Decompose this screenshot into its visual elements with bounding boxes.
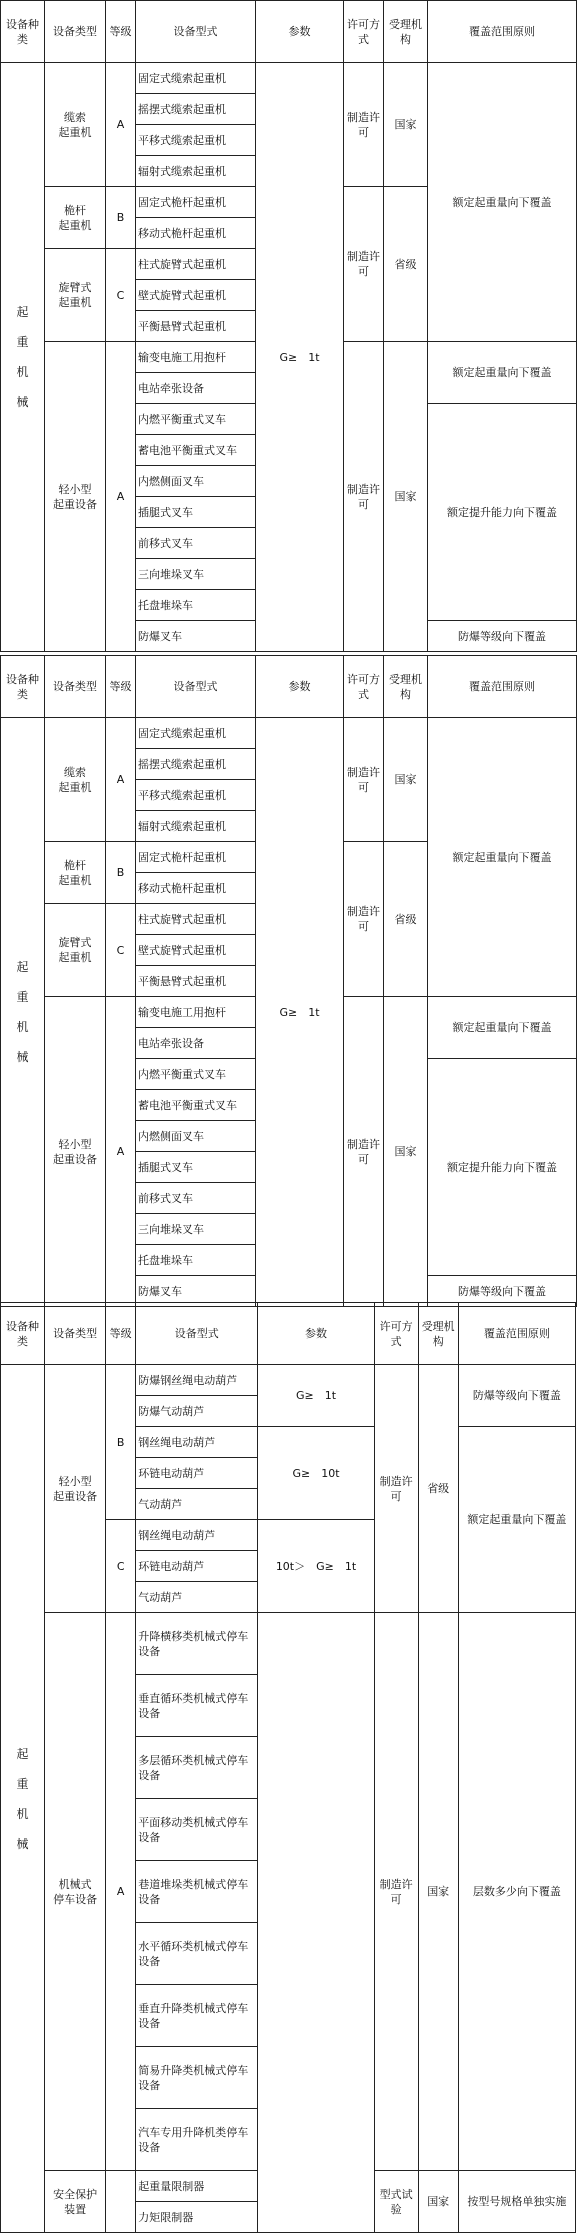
- model-cell: 三向堆垛叉车: [136, 559, 256, 590]
- model-cell: 平移式缆索起重机: [136, 780, 256, 811]
- model-cell: 前移式叉车: [136, 528, 256, 559]
- header-type: 设备类型: [45, 1303, 106, 1365]
- header-coverage: 覆盖范围原则: [428, 656, 577, 718]
- permit-cell: 制造许 可: [374, 1365, 418, 1613]
- model-cell: 插腿式叉车: [136, 1152, 256, 1183]
- grade-cell: A: [106, 718, 136, 842]
- model-cell: 前移式叉车: [136, 1183, 256, 1214]
- model-cell: 平衡悬臂式起重机: [136, 966, 256, 997]
- coverage-cell: 额定起重量向下覆盖: [428, 718, 577, 997]
- model-cell: 壁式旋臂式起重机: [136, 280, 256, 311]
- model-cell: 垂直升降类机械式停车 设备: [136, 1985, 258, 2047]
- table-crane-1: [0, 0, 577, 652]
- model-cell: 气动葫芦: [136, 1489, 258, 1520]
- coverage-cell: 额定起重量向下覆盖: [428, 997, 577, 1059]
- model-cell: 汽车专用升降机类停车 设备: [136, 2109, 258, 2171]
- header-model: 设备型式: [136, 1303, 258, 1365]
- header-grade: 等级: [106, 656, 136, 718]
- model-cell: 电站牵张设备: [136, 1028, 256, 1059]
- model-cell: 三向堆垛叉车: [136, 1214, 256, 1245]
- header-grade: 等级: [106, 1, 136, 63]
- model-cell: 托盘堆垛车: [136, 590, 256, 621]
- coverage-cell: 额定提升能力向下覆盖: [428, 1059, 577, 1276]
- model-cell: 输变电施工用抱杆: [136, 997, 256, 1028]
- model-cell: 内燃侧面叉车: [136, 466, 256, 497]
- authority-cell: 国家: [384, 63, 428, 187]
- header-authority: 受理机构: [384, 656, 428, 718]
- type-cell: 安全保护 装置: [45, 2171, 106, 2233]
- model-cell: 摇摆式缆索起重机: [136, 749, 256, 780]
- model-cell: 力矩限制器: [136, 2202, 258, 2233]
- grade-cell: B: [106, 1365, 136, 1520]
- authority-cell: 国家: [418, 1613, 458, 2171]
- model-cell: 平移式缆索起重机: [136, 125, 256, 156]
- table-crane-2: [0, 655, 577, 1307]
- model-cell: 简易升降类机械式停车 设备: [136, 2047, 258, 2109]
- type-cell: 旋臂式 起重机: [45, 904, 106, 997]
- permit-cell: 制造许 可: [374, 1613, 418, 2171]
- permit-cell: 型式试 验: [374, 2171, 418, 2233]
- model-cell: 壁式旋臂式起重机: [136, 935, 256, 966]
- model-cell: 托盘堆垛车: [136, 1245, 256, 1276]
- param-cell: G≥ 1t: [258, 1365, 374, 1427]
- coverage-cell: 层数多少向下覆盖: [458, 1613, 575, 2171]
- model-cell: 插腿式叉车: [136, 497, 256, 528]
- permit-cell: 制造许可: [344, 187, 384, 342]
- type-cell: 桅杆 起重机: [45, 187, 106, 249]
- grade-cell: A: [106, 997, 136, 1307]
- coverage-cell: 防爆等级向下覆盖: [428, 1276, 577, 1307]
- model-cell: 防爆气动葫芦: [136, 1396, 258, 1427]
- model-cell: 升降横移类机械式停车 设备: [136, 1613, 258, 1675]
- param-cell: G≥ 1t: [256, 63, 344, 652]
- model-cell: 环链电动葫芦: [136, 1458, 258, 1489]
- model-cell: 固定式缆索起重机: [136, 718, 256, 749]
- grade-cell: A: [106, 342, 136, 652]
- model-cell: 固定式桅杆起重机: [136, 842, 256, 873]
- model-cell: 蓄电池平衡重式叉车: [136, 435, 256, 466]
- category-cell: 起 重 机 械: [1, 1365, 45, 2233]
- type-cell: 缆索 起重机: [45, 63, 106, 187]
- authority-cell: 国家: [384, 342, 428, 652]
- category-cell: 起 重 机 械: [1, 63, 45, 652]
- permit-cell: 制造许可: [344, 997, 384, 1307]
- model-cell: 移动式桅杆起重机: [136, 218, 256, 249]
- permit-cell: 制造许可: [344, 842, 384, 997]
- grade-cell: C: [106, 249, 136, 342]
- header-coverage: 覆盖范围原则: [458, 1303, 575, 1365]
- model-cell: 输变电施工用抱杆: [136, 342, 256, 373]
- header-category: 设备种类: [1, 1, 45, 63]
- model-cell: 柱式旋臂式起重机: [136, 249, 256, 280]
- header-category: 设备种类: [1, 656, 45, 718]
- permit-cell: 制造许可: [344, 718, 384, 842]
- grade-cell: A: [106, 63, 136, 187]
- type-cell: 桅杆 起重机: [45, 842, 106, 904]
- type-cell: 旋臂式 起重机: [45, 249, 106, 342]
- model-cell: 气动葫芦: [136, 1582, 258, 1613]
- authority-cell: 国家: [384, 997, 428, 1307]
- grade-cell: C: [106, 904, 136, 997]
- header-param: 参数: [256, 656, 344, 718]
- model-cell: 电站牵张设备: [136, 373, 256, 404]
- model-cell: 巷道堆垛类机械式停车 设备: [136, 1861, 258, 1923]
- model-cell: 平衡悬臂式起重机: [136, 311, 256, 342]
- coverage-cell: 防爆等级向下覆盖: [458, 1365, 575, 1427]
- coverage-cell: 按型号规格单独实施: [458, 2171, 575, 2233]
- model-cell: 内燃平衡重式叉车: [136, 404, 256, 435]
- model-cell: 垂直循环类机械式停车 设备: [136, 1675, 258, 1737]
- type-cell: 轻小型 起重设备: [45, 342, 106, 652]
- header-permit: 许可方式: [344, 656, 384, 718]
- coverage-cell: 额定起重量向下覆盖: [458, 1427, 575, 1613]
- model-cell: 防爆叉车: [136, 621, 256, 652]
- model-cell: 柱式旋臂式起重机: [136, 904, 256, 935]
- model-cell: 水平循环类机械式停车 设备: [136, 1923, 258, 1985]
- param-cell: 10t＞ G≥ 1t: [258, 1520, 374, 1613]
- model-cell: 钢丝绳电动葫芦: [136, 1427, 258, 1458]
- header-permit: 许可方式: [374, 1303, 418, 1365]
- grade-cell: B: [106, 187, 136, 249]
- header-permit: 许可方式: [344, 1, 384, 63]
- model-cell: 钢丝绳电动葫芦: [136, 1520, 258, 1551]
- model-cell: 固定式缆索起重机: [136, 63, 256, 94]
- permit-cell: 制造许可: [344, 342, 384, 652]
- model-cell: 辐射式缆索起重机: [136, 156, 256, 187]
- coverage-cell: 额定提升能力向下覆盖: [428, 404, 577, 621]
- authority-cell: 省级: [418, 1365, 458, 1613]
- model-cell: 辐射式缆索起重机: [136, 811, 256, 842]
- authority-cell: 省级: [384, 187, 428, 342]
- header-coverage: 覆盖范围原则: [428, 1, 577, 63]
- permit-cell: 制造许可: [344, 63, 384, 187]
- grade-cell: C: [106, 1520, 136, 1613]
- model-cell: 移动式桅杆起重机: [136, 873, 256, 904]
- header-category: 设备种类: [1, 1303, 45, 1365]
- grade-cell: B: [106, 842, 136, 904]
- model-cell: 防爆钢丝绳电动葫芦: [136, 1365, 258, 1396]
- authority-cell: 国家: [384, 718, 428, 842]
- model-cell: 内燃平衡重式叉车: [136, 1059, 256, 1090]
- header-param: 参数: [256, 1, 344, 63]
- header-grade: 等级: [106, 1303, 136, 1365]
- coverage-cell: 额定起重量向下覆盖: [428, 342, 577, 404]
- param-cell: [258, 1613, 374, 2233]
- header-model: 设备型式: [136, 1, 256, 63]
- model-cell: 环链电动葫芦: [136, 1551, 258, 1582]
- model-cell: 蓄电池平衡重式叉车: [136, 1090, 256, 1121]
- model-cell: 摇摆式缆索起重机: [136, 94, 256, 125]
- coverage-cell: 防爆等级向下覆盖: [428, 621, 577, 652]
- type-cell: 轻小型 起重设备: [45, 1365, 106, 1613]
- param-cell: G≥ 1t: [256, 718, 344, 1307]
- header-type: 设备类型: [45, 656, 106, 718]
- header-model: 设备型式: [136, 656, 256, 718]
- category-cell: 起 重 机 械: [1, 718, 45, 1307]
- coverage-cell: 额定起重量向下覆盖: [428, 63, 577, 342]
- grade-cell: A: [106, 1613, 136, 2171]
- model-cell: 防爆叉车: [136, 1276, 256, 1307]
- header-authority: 受理机构: [418, 1303, 458, 1365]
- param-cell: G≥ 10t: [258, 1427, 374, 1520]
- model-cell: 固定式桅杆起重机: [136, 187, 256, 218]
- authority-cell: 国家: [418, 2171, 458, 2233]
- header-type: 设备类型: [45, 1, 106, 63]
- table-crane-3: [0, 1302, 576, 2233]
- model-cell: 平面移动类机械式停车 设备: [136, 1799, 258, 1861]
- model-cell: 内燃侧面叉车: [136, 1121, 256, 1152]
- type-cell: 轻小型 起重设备: [45, 997, 106, 1307]
- grade-cell: [106, 2171, 136, 2233]
- authority-cell: 省级: [384, 842, 428, 997]
- header-authority: 受理机构: [384, 1, 428, 63]
- model-cell: 多层循环类机械式停车 设备: [136, 1737, 258, 1799]
- header-param: 参数: [258, 1303, 374, 1365]
- type-cell: 机械式 停车设备: [45, 1613, 106, 2171]
- type-cell: 缆索 起重机: [45, 718, 106, 842]
- model-cell: 起重量限制器: [136, 2171, 258, 2202]
